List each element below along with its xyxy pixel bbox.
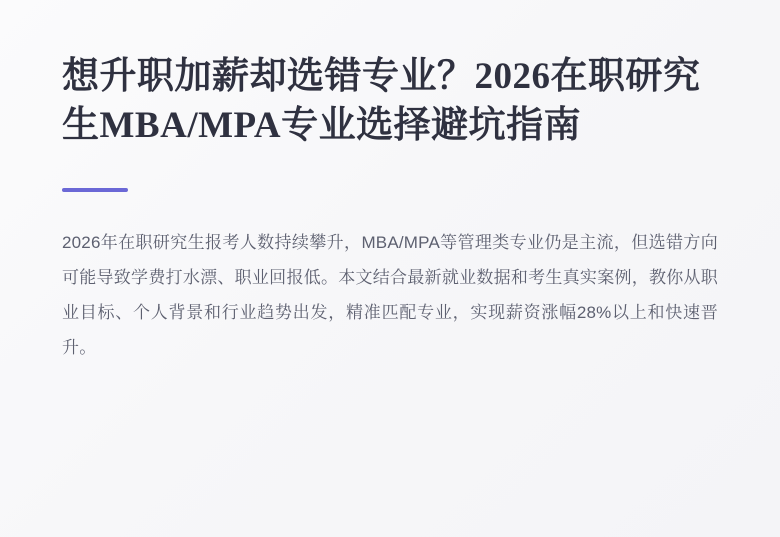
article-summary: 2026年在职研究生报考人数持续攀升，MBA/MPA等管理类专业仍是主流，但选错方向可能导致学费打水漂、职业回报低。本文结合最新就业数据和考生真实案例，教你从职业目标、个人背景和行业趋势出发，精准匹配专业，实现薪资涨幅28%以上和快速晋升。	[62, 233, 718, 357]
title-divider	[62, 188, 128, 192]
page-title: 想升职加薪却选错专业？2026在职研究生MBA/MPA专业选择避坑指南	[62, 56, 701, 147]
